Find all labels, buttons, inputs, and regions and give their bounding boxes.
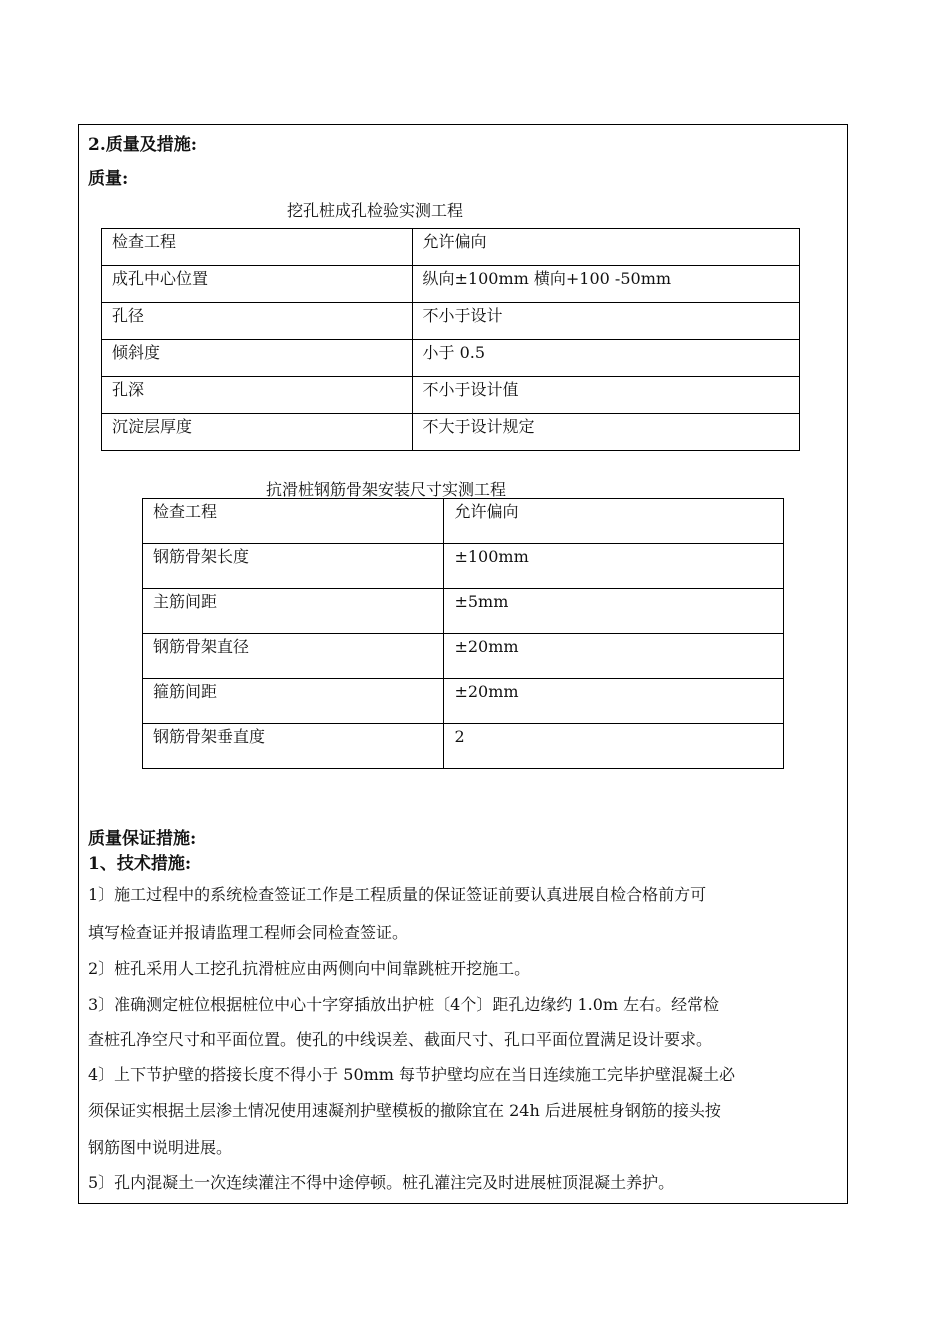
table-header-cell: 允许偏向 <box>444 499 784 544</box>
measure-line: 钢筋图中说明进展。 <box>88 1138 233 1157</box>
measure-line: 填写检查证并报请监理工程师会同检查签证。 <box>88 923 409 942</box>
table-row <box>143 724 784 769</box>
measure-line: 5〕孔内混凝土一次连续灌注不得中途停顿。桩孔灌注完及时进展桩顶混凝土养护。 <box>88 1173 675 1192</box>
table-row <box>102 340 800 377</box>
table-header-row <box>102 229 800 266</box>
table-cell: 倾斜度 <box>102 340 413 377</box>
table-header-cell: 检查工程 <box>143 499 444 544</box>
table-row <box>102 414 800 451</box>
table-cell: ±100mm <box>444 544 784 589</box>
measures-subtitle: 1、技术措施: <box>88 854 192 874</box>
measure-line: 4〕上下节护壁的搭接长度不得小于 50mm 每节护壁均应在当日连续施工完毕护壁混凝土必 <box>88 1065 736 1084</box>
table-cell: 箍筋间距 <box>143 679 444 724</box>
table-row <box>143 679 784 724</box>
measure-line: 1〕施工过程中的系统检查签证工作是工程质量的保证签证前要认真进展自检合格前方可 <box>88 885 707 904</box>
table-cell: 钢筋骨架直径 <box>143 634 444 679</box>
measure-line: 3〕准确测定桩位根据桩位中心十字穿插放出护桩〔4个〕距孔边缘约 1.0m 左右。经常检 <box>88 995 720 1014</box>
table-cell: 孔径 <box>102 303 413 340</box>
table-cell: 主筋间距 <box>143 589 444 634</box>
table-cell: 成孔中心位置 <box>102 266 413 303</box>
table-row <box>143 589 784 634</box>
measure-line: 2〕桩孔采用人工挖孔抗滑桩应由两侧向中间靠跳桩开挖施工。 <box>88 959 531 978</box>
table-cell: 纵向±100mm 横向+100 -50mm <box>412 266 799 303</box>
table-row <box>102 266 800 303</box>
table1-caption: 挖孔桩成孔检验实测工程 <box>287 201 464 220</box>
table-header-cell: 检查工程 <box>102 229 413 266</box>
table-cell: 孔深 <box>102 377 413 414</box>
table-cell: 钢筋骨架垂直度 <box>143 724 444 769</box>
table-cell: 沉淀层厚度 <box>102 414 413 451</box>
table2-caption: 抗滑桩钢筋骨架安装尺寸实测工程 <box>266 480 507 499</box>
measure-line: 须保证实根据土层渗土情况使用速凝剂护壁模板的撤除宜在 24h 后进展桩身钢筋的接头按 <box>88 1101 721 1120</box>
table-row <box>143 634 784 679</box>
table-hole-inspection <box>101 228 800 451</box>
table-cell: 2 <box>444 724 784 769</box>
table-cell: 不小于设计值 <box>412 377 799 414</box>
table-cell: ±20mm <box>444 679 784 724</box>
table-row <box>143 544 784 589</box>
table-cell: ±5mm <box>444 589 784 634</box>
quality-label: 质量: <box>88 169 129 189</box>
table-row <box>102 303 800 340</box>
table-cell: 不大于设计规定 <box>412 414 799 451</box>
measure-line: 查桩孔净空尺寸和平面位置。使孔的中线误差、截面尺寸、孔口平面位置满足设计要求。 <box>88 1030 713 1049</box>
section-title: 2.质量及措施: <box>88 135 198 155</box>
table-cell: 钢筋骨架长度 <box>143 544 444 589</box>
table-row <box>102 377 800 414</box>
table-rebar-cage <box>142 498 784 769</box>
table-cell: ±20mm <box>444 634 784 679</box>
table-cell: 不小于设计 <box>412 303 799 340</box>
table-header-row <box>143 499 784 544</box>
table-header-cell: 允许偏向 <box>412 229 799 266</box>
table-cell: 小于 0.5 <box>412 340 799 377</box>
measures-title: 质量保证措施: <box>88 829 197 849</box>
